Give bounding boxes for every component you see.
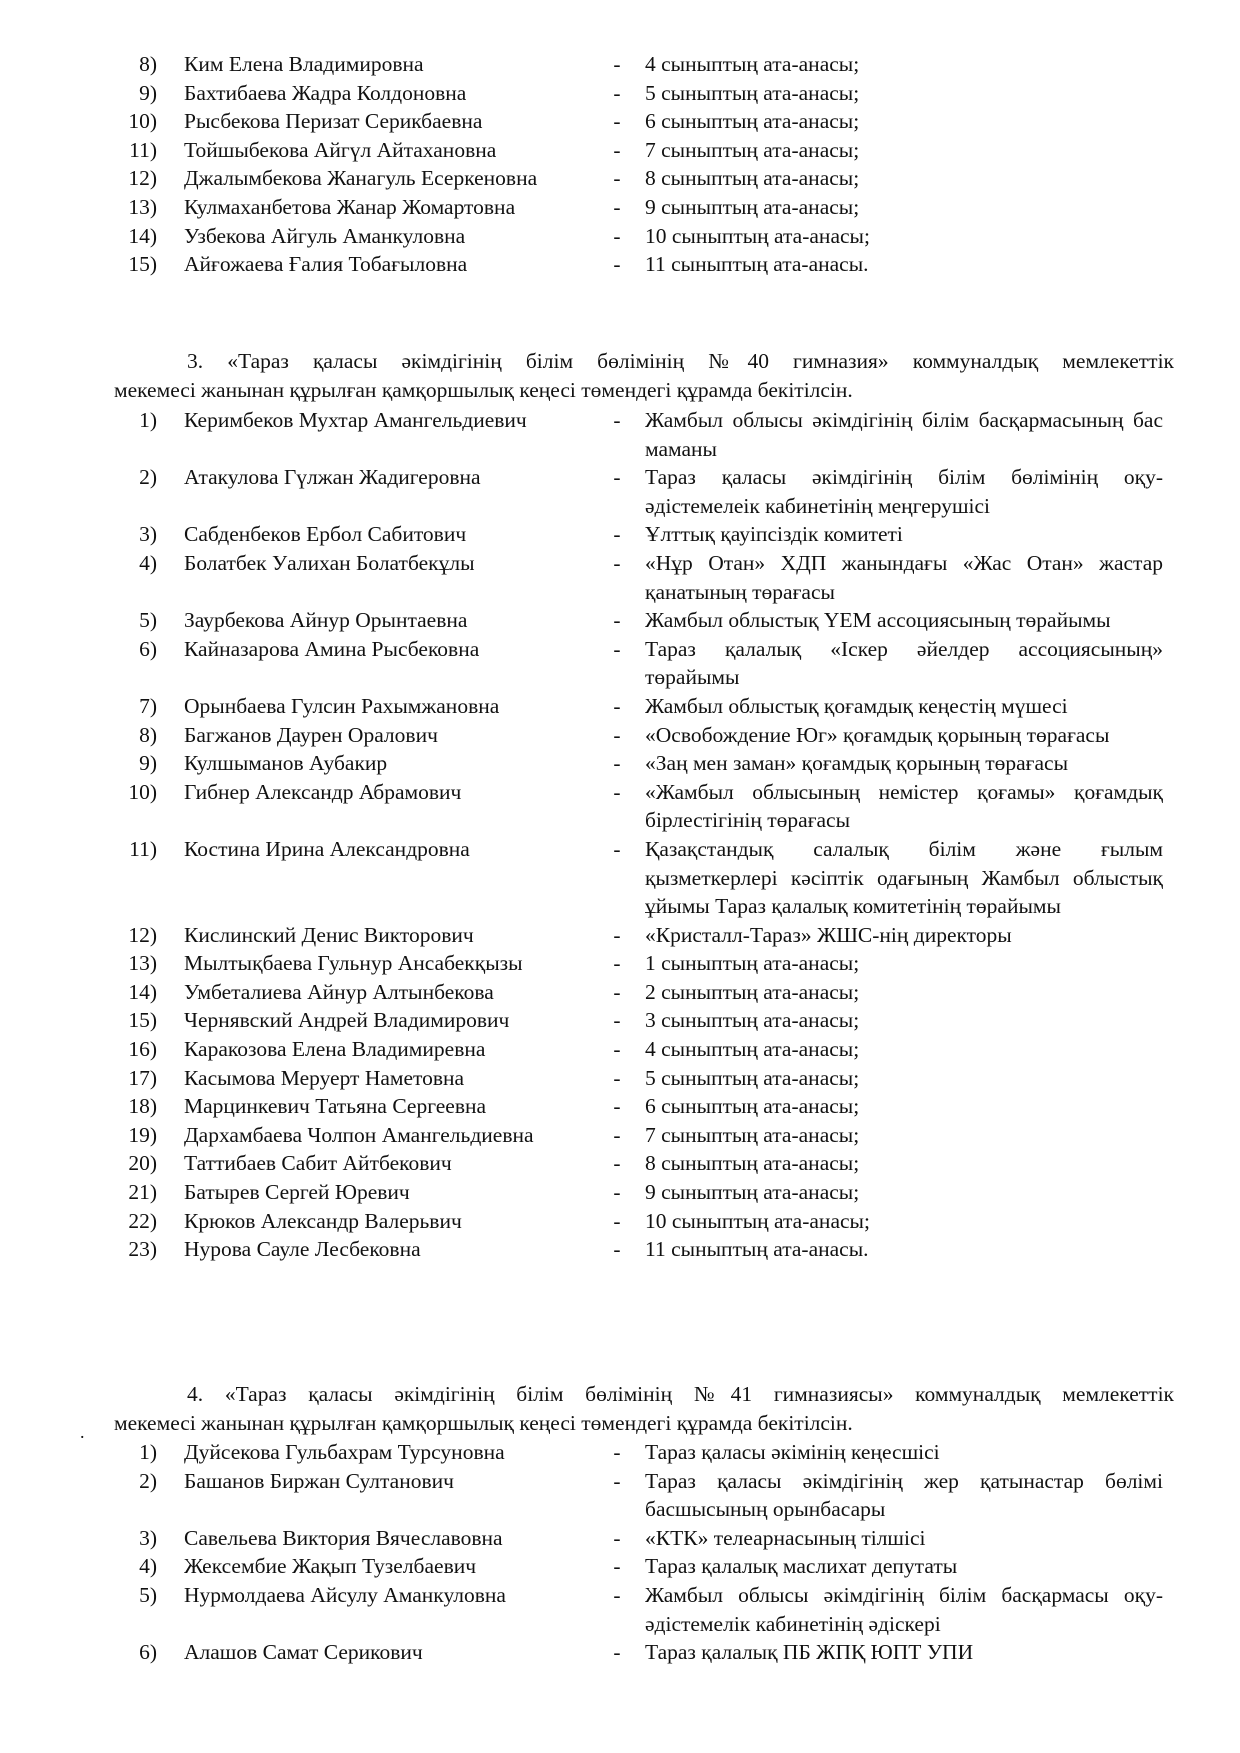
separator-dash: -	[613, 779, 621, 804]
list-item	[115, 721, 1165, 750]
section-4-heading	[114, 1380, 1174, 1437]
member-name: Кулмаханбетова Жанар Жомартовна	[184, 194, 516, 219]
item-number: 14)	[128, 979, 157, 1004]
item-number: 11)	[129, 137, 157, 162]
separator-dash: -	[613, 979, 621, 1004]
member-name: Рысбекова Перизат Серикбаевна	[184, 109, 483, 134]
member-name: Орынбаева Гулсин Рахымжановна	[184, 693, 500, 718]
item-number: 10)	[128, 779, 157, 804]
list-item	[115, 1121, 1165, 1150]
member-role: «Жамбыл облысының немістер қоғамы» қоғамдық бірлестігінің төрағасы	[645, 779, 1163, 833]
item-number: 1)	[139, 408, 157, 432]
member-name: Савельева Виктория Вячеславовна	[184, 1525, 503, 1550]
item-number: 8)	[139, 52, 157, 76]
member-role: 8 сыныптың ата-анасы;	[645, 166, 860, 191]
top-member-list	[115, 50, 1165, 279]
separator-dash: -	[613, 1037, 621, 1062]
member-role: Ұлттық қауіпсіздік комитеті	[645, 522, 903, 547]
item-number: 23)	[128, 1237, 157, 1262]
member-name: Атакулова Гүлжан Жадигеровна	[184, 465, 481, 490]
section-3-line-2: мекемесі жанынан құрылған қамқоршылық кеңесі төмендегі құрамда бекітілсін.	[114, 377, 853, 402]
list-item	[115, 949, 1165, 978]
item-number: 12)	[128, 166, 157, 191]
item-number: 3)	[139, 1525, 157, 1550]
separator-dash: -	[613, 922, 621, 947]
separator-dash: -	[613, 1122, 621, 1147]
member-name: Нурмолдаева Айсулу Аманкуловна	[184, 1582, 506, 1607]
list-item	[115, 1178, 1165, 1207]
member-role: Тараз қалалық ПБ ЖПҚ ЮПТ УПИ	[645, 1640, 974, 1665]
member-name: Сабденбеков Ербол Сабитович	[184, 522, 467, 547]
member-name: Гибнер Александр Абрамович	[184, 779, 462, 804]
item-number: 6)	[139, 1640, 157, 1665]
separator-dash: -	[613, 1525, 621, 1550]
separator-dash: -	[613, 109, 621, 134]
list-item	[115, 1638, 1165, 1667]
member-name: Марцинкевич Татьяна Сергеевна	[184, 1094, 487, 1119]
member-role: Жамбыл облыстық қоғамдық кеңестің мүшесі	[645, 693, 1068, 718]
separator-dash: -	[613, 465, 621, 490]
member-name: Узбекова Айгуль Аманкуловна	[184, 223, 466, 248]
member-role: Тараз қалалық маслихат депутаты	[645, 1554, 958, 1579]
item-number: 4)	[139, 1554, 157, 1579]
separator-dash: -	[613, 636, 621, 661]
member-role: 4 сыныптың ата-анасы;	[645, 1037, 860, 1062]
item-number: 1)	[139, 1440, 157, 1464]
member-name: Алашов Самат Серикович	[184, 1640, 423, 1665]
list-item	[115, 107, 1165, 136]
list-item	[115, 164, 1165, 193]
member-role: «Заң мен заман» қоғамдық қорының төрағасы	[645, 751, 1069, 776]
member-role: Тараз қаласы әкімдігінің жер қатынастар бөлімі басшысының орынбасары	[645, 1468, 1163, 1522]
member-name: Кислинский Денис Викторович	[184, 922, 474, 947]
item-number: 2)	[139, 465, 157, 490]
member-name: Тойшыбекова Айгүл Айтахановна	[184, 137, 497, 162]
member-role: Жамбыл облысы әкімдігінің білім басқармасының бас маманы	[645, 408, 1163, 461]
list-item	[115, 1207, 1165, 1236]
member-role: 4 сыныптың ата-анасы;	[645, 52, 860, 76]
separator-dash: -	[613, 137, 621, 162]
item-number: 3)	[139, 522, 157, 547]
list-item	[115, 778, 1165, 835]
item-number: 19)	[128, 1122, 157, 1147]
list-item	[115, 921, 1165, 950]
member-name: Дархамбаева Чолпон Амангельдиевна	[184, 1122, 534, 1147]
member-role: 7 сыныптың ата-анасы;	[645, 1122, 860, 1147]
item-number: 8)	[139, 722, 157, 747]
member-name: Айғожаева Ғалия Тобағыловна	[184, 252, 468, 277]
list-item	[115, 1006, 1165, 1035]
separator-dash: -	[613, 1640, 621, 1665]
member-role: «Кристалл-Тараз» ЖШС-нің директоры	[645, 922, 1012, 947]
separator-dash: -	[613, 1180, 621, 1205]
member-role: Тараз қаласы әкімінің кеңесшісі	[645, 1440, 940, 1464]
item-number: 7)	[139, 693, 157, 718]
member-role: 1 сыныптың ата-анасы;	[645, 951, 860, 976]
section-4-line-1: 4. «Тараз қаласы әкімдігінің білім бөлімінің №41 гимназиясы» коммуналдық мемлекеттік	[187, 1382, 1174, 1406]
list-item	[115, 520, 1165, 549]
list-item	[115, 1235, 1165, 1264]
member-name: Керимбеков Мухтар Амангельдиевич	[184, 408, 527, 432]
list-item	[115, 406, 1165, 463]
separator-dash: -	[613, 722, 621, 747]
item-number: 6)	[139, 636, 157, 661]
list-item	[115, 222, 1165, 251]
member-name: Жексембие Жақып Тузелбаевич	[184, 1554, 477, 1579]
member-role: 10 сыныптың ата-анасы;	[645, 1208, 870, 1233]
member-name: Башанов Биржан Султанович	[184, 1468, 454, 1493]
separator-dash: -	[613, 1237, 621, 1262]
section-3-line-1: 3. «Тараз қаласы әкімдігінің білім бөлімінің №40 гимназия» коммуналдық мемлекеттік	[187, 349, 1174, 373]
item-number: 16)	[128, 1037, 157, 1062]
item-number: 21)	[128, 1180, 157, 1205]
list-item	[115, 1149, 1165, 1178]
item-number: 4)	[139, 550, 157, 575]
member-role: 9 сыныптың ата-анасы;	[645, 194, 860, 219]
separator-dash: -	[613, 194, 621, 219]
item-number: 12)	[128, 922, 157, 947]
separator-dash: -	[613, 693, 621, 718]
list-item	[115, 635, 1165, 692]
list-item	[115, 1092, 1165, 1121]
separator-dash: -	[613, 522, 621, 547]
item-number: 13)	[128, 194, 157, 219]
item-number: 13)	[128, 951, 157, 976]
list-item	[115, 50, 1165, 79]
separator-dash: -	[613, 1582, 621, 1607]
item-number: 18)	[128, 1094, 157, 1119]
list-item	[115, 1467, 1165, 1524]
item-number: 2)	[139, 1468, 157, 1493]
member-role: 5 сыныптың ата-анасы;	[645, 1065, 860, 1090]
member-role: 9 сыныптың ата-анасы;	[645, 1180, 860, 1205]
member-name: Бахтибаева Жадра Колдоновна	[184, 80, 467, 105]
member-role: Тараз қаласы әкімдігінің білім бөлімінің оқу-әдістемелеік кабинетінің меңгерушісі	[645, 465, 1163, 518]
list-item	[115, 606, 1165, 635]
list-item	[115, 978, 1165, 1007]
member-name: Заурбекова Айнур Орынтаевна	[184, 608, 468, 633]
separator-dash: -	[613, 252, 621, 277]
member-role: 8 сыныптың ата-анасы;	[645, 1151, 860, 1176]
member-role: 11 сыныптың ата-анасы.	[645, 1237, 869, 1262]
list-item	[115, 749, 1165, 778]
member-role: 7 сыныптың ата-анасы;	[645, 137, 860, 162]
separator-dash: -	[613, 751, 621, 776]
separator-dash: -	[613, 1151, 621, 1176]
separator-dash: -	[613, 1440, 621, 1464]
member-name: Умбеталиева Айнур Алтынбекова	[184, 979, 494, 1004]
section-4-line-2: мекемесі жанынан құрылған қамқоршылық кеңесі төмендегі құрамда бекітілсін.	[114, 1410, 853, 1435]
member-name: Кайназарова Амина Рысбековна	[184, 636, 480, 661]
member-role: «Освобождение Юг» қоғамдық қорының төрағасы	[645, 722, 1110, 747]
member-role: Тараз қалалық «Іскер әйелдер ассоциясының» төрайымы	[645, 636, 1163, 690]
list-item	[115, 463, 1165, 520]
list-item	[115, 193, 1165, 222]
member-name: Мылтықбаева Гульнур Ансабекқызы	[184, 951, 523, 976]
separator-dash: -	[613, 80, 621, 105]
list-item	[115, 1064, 1165, 1093]
separator-dash: -	[613, 836, 621, 861]
separator-dash: -	[613, 1008, 621, 1033]
member-name: Крюков Александр Валерьвич	[184, 1208, 462, 1233]
member-name: Багжанов Даурен Оралович	[184, 722, 438, 747]
member-role: «Нұр Отан» ХДП жанындағы «Жас Отан» жастар қанатының төрағасы	[645, 550, 1163, 604]
item-number: 5)	[139, 1582, 157, 1607]
list-item	[115, 1524, 1165, 1553]
list-item	[115, 250, 1165, 279]
list-item	[115, 692, 1165, 721]
separator-dash: -	[613, 1468, 621, 1493]
item-number: 17)	[128, 1065, 157, 1090]
separator-dash: -	[613, 550, 621, 575]
item-number: 9)	[139, 751, 157, 776]
separator-dash: -	[613, 1065, 621, 1090]
member-role: 6 сыныптың ата-анасы;	[645, 1094, 860, 1119]
stray-mark: .	[80, 1422, 85, 1442]
section-4-member-list	[115, 1438, 1165, 1667]
member-name: Ким Елена Владимировна	[184, 52, 424, 76]
member-role: 6 сыныптың ата-анасы;	[645, 109, 860, 134]
member-name: Кулшыманов Аубакир	[184, 751, 388, 776]
member-name: Болатбек Уалихан Болатбекұлы	[184, 550, 475, 575]
member-name: Костина Ирина Александровна	[184, 836, 470, 861]
list-item	[115, 1438, 1165, 1467]
section-3-heading	[114, 347, 1174, 404]
separator-dash: -	[613, 52, 621, 76]
member-name: Каракозова Елена Владимиревна	[184, 1037, 486, 1062]
separator-dash: -	[613, 223, 621, 248]
item-number: 14)	[128, 223, 157, 248]
member-name: Касымова Меруерт Наметовна	[184, 1065, 465, 1090]
member-role: 11 сыныптың ата-анасы.	[645, 252, 869, 277]
separator-dash: -	[613, 408, 621, 432]
member-role: Жамбыл облысы әкімдігінің білім басқармасы оқу-әдістемелік кабинетінің әдіскері	[645, 1582, 1163, 1636]
member-role: 3 сыныптың ата-анасы;	[645, 1008, 860, 1033]
item-number: 15)	[128, 1008, 157, 1033]
member-role: 2 сыныптың ата-анасы;	[645, 979, 860, 1004]
member-role: Қазақстандық салалық білім және ғылым қызметкерлері кәсіптік одағының Жамбыл облыстық ұйымы Тараз қалалық комитетінің төрайымы	[645, 836, 1163, 919]
item-number: 5)	[139, 608, 157, 633]
member-name: Дуйсекова Гульбахрам Турсуновна	[184, 1440, 505, 1464]
member-role: 10 сыныптың ата-анасы;	[645, 223, 870, 248]
member-name: Нурова Сауле Лесбековна	[184, 1237, 421, 1262]
list-item	[115, 549, 1165, 606]
item-number: 10)	[128, 109, 157, 134]
separator-dash: -	[613, 166, 621, 191]
item-number: 15)	[128, 252, 157, 277]
member-name: Чернявский Андрей Владимирович	[184, 1008, 510, 1033]
member-role: Жамбыл облыстық ҮЕМ ассоциясының төрайымы	[645, 608, 1111, 633]
list-item	[115, 136, 1165, 165]
item-number: 9)	[139, 80, 157, 105]
member-name: Джалымбекова Жанагуль Есеркеновна	[184, 166, 538, 191]
member-name: Батырев Сергей Юревич	[184, 1180, 410, 1205]
item-number: 20)	[128, 1151, 157, 1176]
list-item	[115, 1035, 1165, 1064]
list-item	[115, 1581, 1165, 1638]
section-3-member-list	[115, 406, 1165, 1264]
list-item	[115, 1552, 1165, 1581]
separator-dash: -	[613, 1094, 621, 1119]
separator-dash: -	[613, 1554, 621, 1579]
member-role: «КТК» телеарнасының тілшісі	[645, 1525, 926, 1550]
separator-dash: -	[613, 608, 621, 633]
member-role: 5 сыныптың ата-анасы;	[645, 80, 860, 105]
item-number: 11)	[129, 836, 157, 861]
item-number: 22)	[128, 1208, 157, 1233]
separator-dash: -	[613, 951, 621, 976]
separator-dash: -	[613, 1208, 621, 1233]
list-item	[115, 79, 1165, 108]
list-item	[115, 835, 1165, 921]
member-name: Таттибаев Сабит Айтбекович	[184, 1151, 452, 1176]
